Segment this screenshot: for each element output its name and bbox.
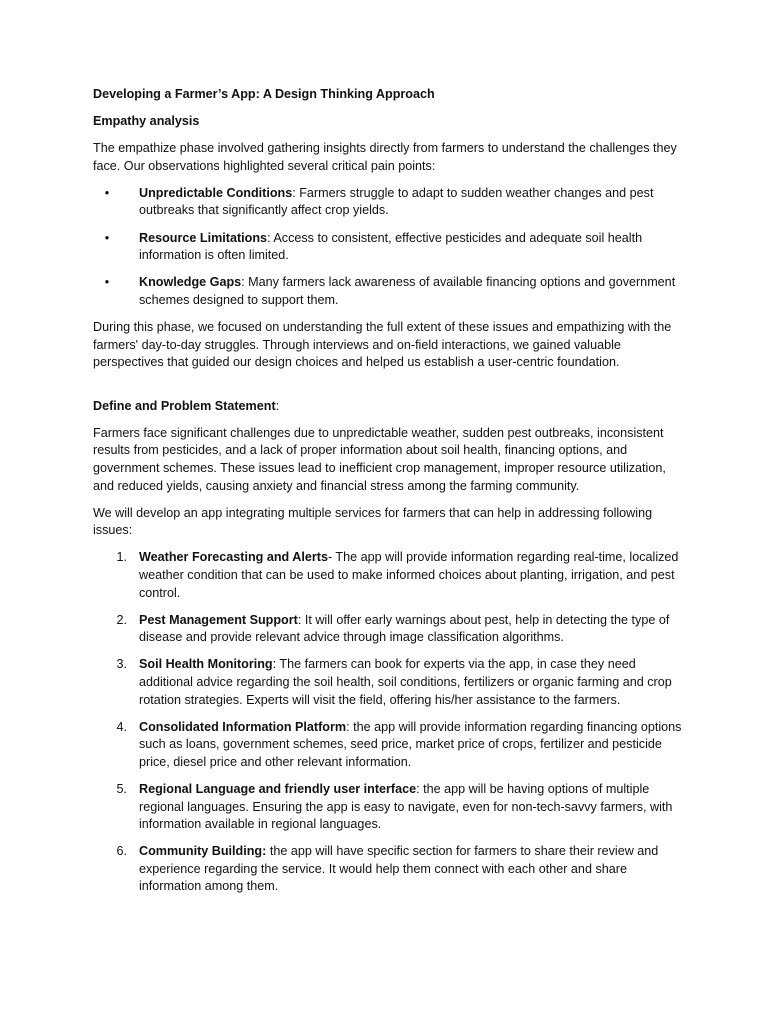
list-number: 6. [116, 844, 127, 859]
list-item [93, 612, 683, 647]
problem-statement: Farmers face significant challenges due to unpredictable weather, sudden pest outbreaks, inconsistent results from pesticides, and a lack of proper information about soil health, financing options, and government schemes. These issues lead to inefficient crop management, improper resource utilization, and reduced yields, causing anxiety and financial stress among the farming community. [93, 425, 666, 493]
list-item-title: Resource Limitations [139, 230, 268, 245]
list-item-text: : It will offer early warnings about pest, help in detecting the type of disease and provide relevant advice through image classification algorithms. [139, 612, 670, 645]
list-item-title: Consolidated Information Platform [139, 719, 347, 734]
list-item-text: : Many farmers lack awareness of available financing options and government schemes designed to support them. [139, 275, 676, 307]
features-list [93, 549, 683, 896]
list-number: 2. [116, 612, 127, 627]
list-item [93, 843, 683, 896]
list-item-text: : the app will provide information regarding financing options such as loans, government schemes, seed price, market price of crops, fertilizer and pesticide price, diesel price and other relevant information. [139, 719, 682, 769]
list-number: 3. [116, 657, 127, 672]
list-item [93, 230, 683, 265]
define-heading-text: Define and Problem Statement [93, 398, 276, 413]
pain-points-list [93, 185, 683, 310]
list-item-title: Knowledge Gaps [139, 275, 242, 290]
empathy-conclusion: During this phase, we focused on understanding the full extent of these issues and empathizing with the farmers' day-to-day struggles. Through interviews and on-field interactions, we gained valuable perspectives that guided our design choices and helped us establish a user-centric foundation. [93, 319, 672, 370]
bullet-marker: • [104, 275, 110, 290]
list-item-text: - The app will provide information regarding real-time, localized weather condition that can be used to make informed choices about planting, irrigation, and pest control. [139, 550, 679, 600]
empathy-intro: The empathize phase involved gathering insights directly from farmers to understand the challenges they face. Our observations highlighted several critical pain points: [93, 141, 677, 173]
list-item-title: Community Building: [139, 844, 267, 859]
define-heading-colon: : [275, 398, 280, 413]
document-page [93, 86, 683, 905]
solution-intro: We will develop an app integrating multiple services for farmers that can help in addressing following issues: [93, 505, 653, 538]
list-item-title: Weather Forecasting and Alerts [139, 550, 328, 565]
list-item [93, 656, 683, 709]
list-item [93, 185, 683, 220]
list-item-text: the app will have specific section for farmers to share their review and experience regarding the service. It would help them connect with each other and share information among them. [139, 844, 659, 894]
list-item-text: : the app will be having options of multiple regional languages. Ensuring the app is easy to navigate, even for non-tech-savvy farmers, with information available in regional languages. [139, 781, 673, 832]
document-title: Developing a Farmer’s App: A Design Thinking Approach [93, 87, 435, 101]
bullet-marker: • [104, 230, 110, 245]
list-item [93, 274, 683, 309]
list-item-text: : The farmers can book for experts via the app, in case they need additional advice regarding the soil health, soil conditions, fertilizers or organic farming and crop rotation strategies. Experts will visit the field, offering his/her assistance to the farmers. [139, 657, 672, 707]
empathy-heading: Empathy analysis [93, 114, 200, 129]
list-item-text: : Access to consistent, effective pesticides and adequate soil health information is often limited. [139, 230, 643, 263]
list-item-title: Unpredictable Conditions [139, 185, 293, 200]
list-item [93, 549, 683, 602]
list-number: 4. [116, 719, 127, 734]
list-item [93, 719, 683, 772]
bullet-marker: • [104, 185, 110, 200]
list-number: 5. [116, 781, 127, 796]
define-heading [93, 398, 683, 416]
list-number: 1. [116, 550, 127, 565]
list-item-title: Pest Management Support [139, 612, 298, 627]
list-item-title: Regional Language and friendly user interface [139, 781, 417, 796]
list-item-title: Soil Health Monitoring [139, 657, 273, 672]
list-item [93, 781, 683, 834]
list-item-text: : Farmers struggle to adapt to sudden weather changes and pest outbreaks that significantly affect crop yields. [139, 185, 654, 218]
